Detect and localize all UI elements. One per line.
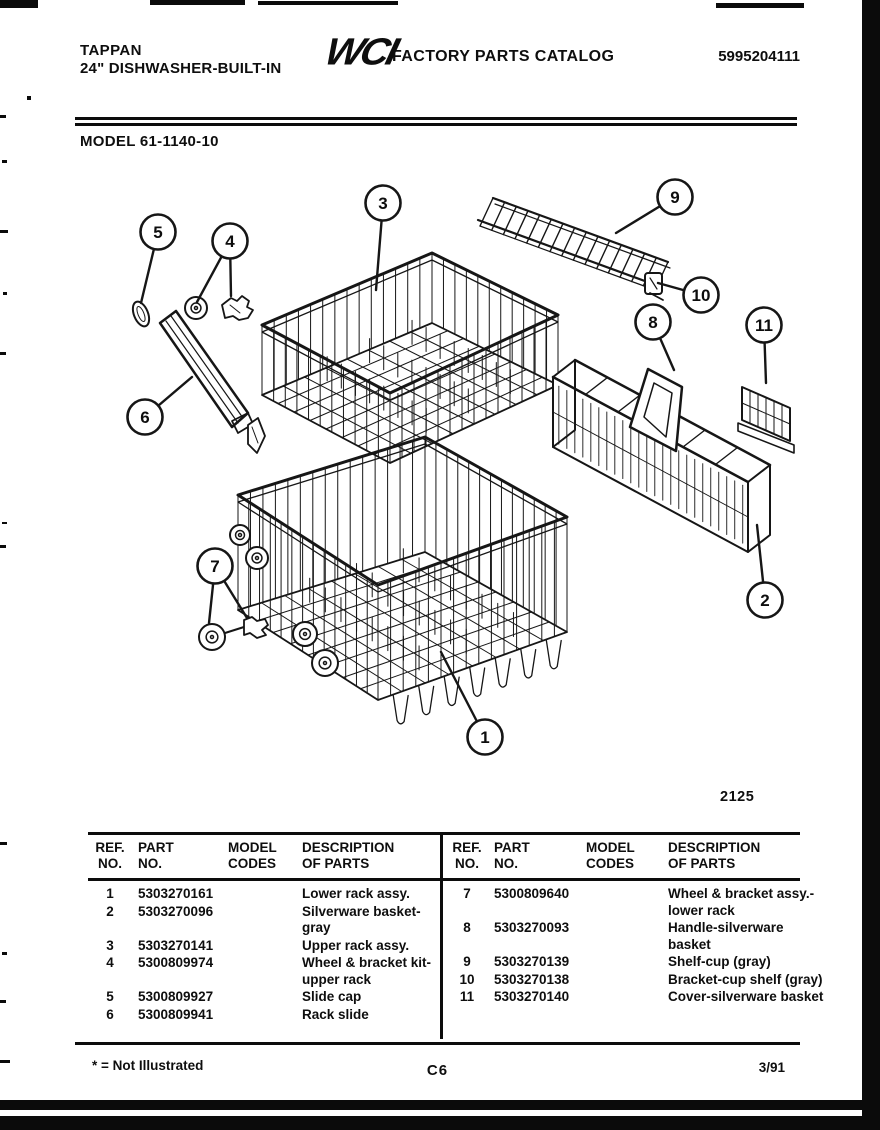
footer-rule [75,1042,800,1045]
part-no: 5303270141 [138,937,214,953]
ref-no: 7 [463,886,471,901]
callout-10 [658,278,719,313]
scan-artifact [0,0,38,8]
svg-text:2: 2 [760,591,770,610]
parts-table-right [452,838,824,1007]
ref-no: 10 [459,971,475,987]
exploded-parts-diagram [0,165,880,797]
header-rule [75,123,797,126]
lower-rack-drawing [230,437,567,724]
part-no: 5300809941 [138,1006,214,1022]
not-illustrated-note: * = Not Illustrated [92,1058,204,1073]
model-codes [586,954,668,972]
part-no: 5300809640 [494,886,570,901]
plate-number: 2125 [720,789,755,805]
column-header-part-no: PART NO. [494,840,530,871]
ref-no: 4 [106,955,114,970]
column-header-description: DESCRIPTION OF PARTS [302,840,395,871]
revision-date: 3/91 [758,1060,785,1075]
scan-artifact [0,1100,880,1110]
svg-text:5: 5 [153,223,163,242]
scan-artifact [0,1116,880,1130]
product-line: 24" DISHWASHER-BUILT-IN [80,60,282,77]
description: Wheel & bracket kit-upper rack [302,955,432,987]
description: Bracket-cup shelf (gray) [668,971,823,987]
parts-table-left [94,838,438,1024]
scan-artifact [0,1060,10,1063]
ref-no: 1 [106,886,114,901]
ref-no: 5 [106,989,114,1004]
model-codes [586,920,668,954]
part-no: 5303270138 [494,971,570,987]
ref-no: 2 [106,903,114,919]
model-codes [586,886,668,920]
part-no: 5303270161 [138,886,214,901]
svg-text:8: 8 [648,313,658,332]
description: Slide cap [302,989,362,1004]
table-top-border [88,832,800,835]
model-codes [228,938,302,956]
svg-text:7: 7 [210,557,220,576]
callout-6 [128,377,193,435]
description: Handle-silverware basket [668,920,784,952]
svg-text:6: 6 [140,408,150,427]
upper-rack-drawing [262,253,558,463]
description: Upper rack assy. [302,937,410,953]
column-header-description: DESCRIPTION OF PARTS [668,840,761,871]
part-no: 5300809974 [138,955,214,970]
scan-artifact [2,160,7,163]
model-codes [228,989,302,1007]
column-header-ref-no: REF. NO. [95,840,125,871]
callout-11 [747,308,782,384]
scan-artifact [27,96,31,100]
parts-table [88,832,824,1042]
cup-shelf-drawing [478,198,670,290]
callout-1 [441,652,503,755]
svg-text:4: 4 [225,232,235,251]
model-codes [586,972,668,990]
callout-9 [616,180,693,234]
scan-artifact [258,1,398,5]
model-codes [586,989,668,1007]
description: Lower rack assy. [302,886,410,901]
ref-no: 6 [106,1006,114,1022]
part-no: 5303270096 [138,903,214,919]
catalog-number: 5995204111 [718,48,800,65]
description: Wheel & bracket assy.-lower rack [668,886,815,918]
model-number: MODEL 61-1140-10 [80,133,219,150]
svg-text:11: 11 [755,316,773,335]
svg-text:10: 10 [691,286,711,305]
svg-text:9: 9 [670,188,680,207]
part-no: 5303270140 [494,989,570,1004]
scan-artifact [2,952,7,955]
column-header-ref-no: REF. NO. [452,840,482,871]
part-no: 5303270093 [494,920,570,935]
model-codes [228,1007,302,1025]
callout-5 [141,215,176,304]
svg-text:3: 3 [378,194,388,213]
ref-no: 9 [463,954,471,969]
column-header-model-codes: MODEL CODES [228,840,277,871]
column-header-part-no: PART NO. [138,840,174,871]
callout-8 [636,305,675,371]
page-number: C6 [426,1062,449,1079]
scan-artifact [0,115,6,118]
cup-shelf-bracket-drawing [645,273,663,300]
ref-no: 11 [459,989,475,1004]
catalog-title: FACTORY PARTS CATALOG [392,48,615,65]
table-column-divider [440,832,443,1039]
upper-wheel-bracket-drawing [185,296,253,320]
brand-name: TAPPAN [80,42,142,59]
description: Shelf-cup (gray) [668,954,771,969]
scan-artifact [150,0,245,5]
header-rule [75,117,797,120]
column-header-model-codes: MODEL CODES [586,840,635,871]
model-codes [228,886,302,904]
description: Rack slide [302,1006,369,1022]
model-codes [228,955,302,989]
description: Cover-silverware basket [668,989,824,1004]
scan-artifact [716,3,804,8]
scan-artifact [0,842,7,845]
part-no: 5303270139 [494,954,570,969]
description: Silverware basket-gray [302,903,421,935]
ref-no: 3 [106,937,114,953]
scan-artifact [0,1000,6,1003]
rack-slide-drawing [160,311,265,453]
model-codes [228,904,302,938]
part-no: 5300809927 [138,989,214,1004]
svg-text:1: 1 [480,728,490,747]
ref-no: 8 [463,920,471,935]
wci-logo: WCI [320,31,401,73]
basket-cover-drawing [738,387,794,453]
callout-4 [197,224,248,303]
